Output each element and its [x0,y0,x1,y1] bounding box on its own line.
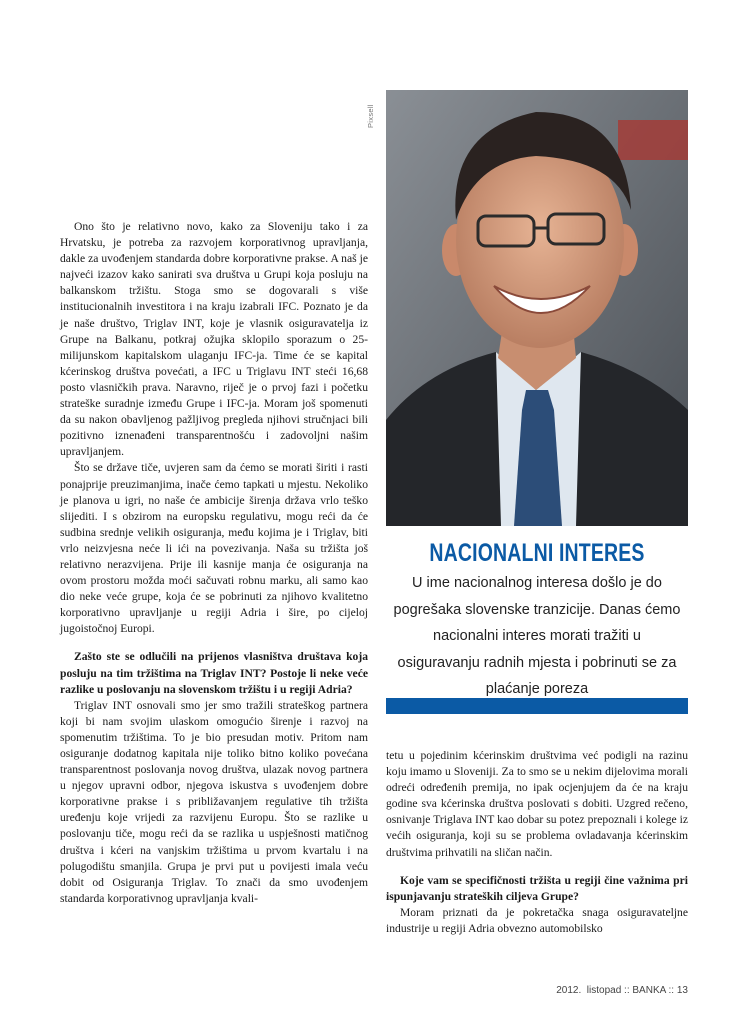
footer-separator: :: [624,985,630,996]
page-footer [520,985,688,996]
paragraph: Moram priznati da je pokretačka snaga osiguravateljne industrije u regiji Adria obvezno automobilsko [386,905,688,935]
photo-credit-text: Pixsell [366,104,375,128]
sidebar-title: NACIONALNI INTERES [429,539,645,567]
photo-credit [366,92,380,132]
portrait-illustration [386,90,688,526]
portrait-photo [386,90,688,526]
paragraph: Što se države tiče, uvjeren sam da ćemo se morati širiti i rasti ponajprije preuzimanjima, inače ćemo tapkati u mjestu. Nekoliko je planova u igri, no naše će ambicije širenja država vrlo teško slijediti. I s obzirom na europsku regulativu, mogu reći da će sudbina srednje velikih osiguranja, među kojima je i Triglav, biti vrlo neizvjesna neće li ići na povezivanja. Naša su tržišta još relativno nerazvijena. Prije ili kasnije manja će osiguranja na ovom prostoru možda moći sačuvati robnu marku, ali samo kao dio neke veće grupe, koja će se pobrinuti za njihovo kvalitetno korporativno upravljanje u regiji Adria i šire, po cijeloj jugoistočnoj Europi. [60,461,368,636]
interview-question: Zašto ste se odlučili na prijenos vlasništva društava koja posluju na tim tržištima na Triglav INT? Postoje li neke veće razlike u poslovanju na slovenskom tržištu i u regiji Adria? [60,650,368,696]
paragraph: tetu u pojedinim kćerinskim društvima već podigli na razinu koju imamo u Sloveniji. Za to smo se u nekim dijelovima morali odreći određenih premija, no ipak ocjenjujem da će na kraju godine sva kćerinska društva poslovati s dobiti. Uzgred rečeno, osnivanje Triglava INT kao dobar su potez prepoznali i kolege iz većih osiguranja, koji su se problema ovladavanja kćerinskim društvima prihvatili na sličan način. [386,749,688,859]
footer-year: 2012. [556,985,582,996]
page-number: 13 [676,985,688,996]
sidebar-box [386,536,688,703]
footer-month: listopad [586,985,622,996]
sidebar-accent-bar [386,698,688,714]
left-column [60,219,368,907]
footer-separator: :: [668,985,675,996]
paragraph: Triglav INT osnovali smo jer smo tražili strateškog partnera koji bi nam svojim ulaskom omogućio širenje i razvoj na spomenutim tržištima. To je bio presudan motiv. Pritom nam osiguranje dodatnog kapitala nije toliko bitno koliko povećana transparentnost poslovanja novog društva, ulazak novog partnera u njegov upravni odbor, njegova iskustva s uvođenjem dobre korporativne prakse i s približavanjem regulative tih tržišta uređenju koje vrijedi za razvijenu Europu. Što se razlike u poslovanju tiče, mogu reći da se razlika u uspješnosti matičnog društva i kćeri na vanjskim tržištima u prvom kvartalu i na polugodištu smanjila. Grupa je prvi put u povijesti imala veću dobit od Osiguranja Triglav. To znači da smo uvođenjem standarda korporativnog upravljanja kvali- [60,698,368,905]
paragraph: Ono što je relativno novo, kako za Sloveniju tako i za Hrvatsku, je potreba za razvojem korporativnog upravljanja, dakle za uvođenjem standarda dobre korporativne prakse. A naš je najveći izazov kako sanirati sva društva u Grupi koja posluju na balkanskom tržištu. Stoga smo se dogovarali s više institucionalnih investitora i na kraju izabrali IFC. Poznato je da je naše društvo, Triglav INT, koje je vlasnik osiguravatelja iz Grupe na Balkanu, potkraj ožujka sklopilo sporazum o 25-milijunskom kapitalskom ulaganju IFC-ja. Time će se kapital kćerinskog društva povećati, a IFC u Triglavu INT steći 16,68 posto vlasničkih prava. Naravno, riječ je o prvoj fazi i početku strateške suradnje između Grupe i IFC-ja. Moram još spomenuti da su nakon obavljenog pažljivog pregleda njihovi stručnjaci bili pozitivno iznenađeni transparentnošću i zadovoljni našim upravljanjem. [60,220,368,459]
sidebar-text: U ime nacionalnog interesa došlo je do pogrešaka slovenske tranzicije. Danas ćemo nacionalni interes morati tražiti u osiguravanju radnih mjesta i pobrinuti se za plaćanje poreza [393,575,681,697]
interview-question: Koje vam se specifičnosti tržišta u regiji čine važnima pri ispunjavanju strateških ciljeva Grupe? [386,873,688,903]
right-column [386,748,688,937]
footer-magazine: BANKA [632,985,666,996]
